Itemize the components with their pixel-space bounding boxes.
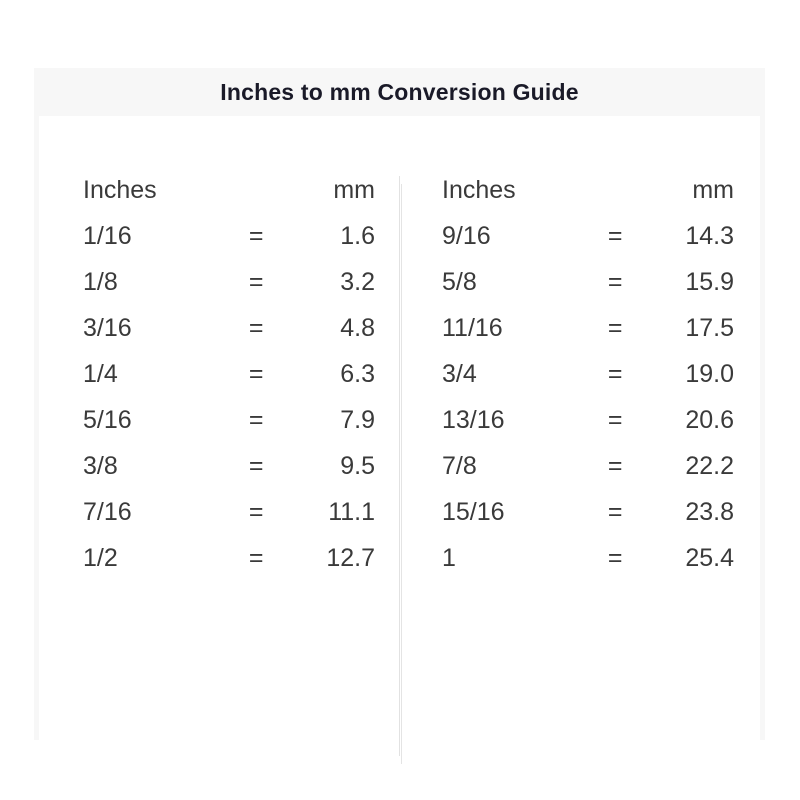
column-header-mm: mm bbox=[333, 176, 375, 204]
column-header-inches: Inches bbox=[442, 176, 516, 204]
cell-inches: 15/16 bbox=[442, 498, 505, 526]
cell-inches: 5/8 bbox=[442, 268, 477, 296]
cell-mm: 9.5 bbox=[340, 452, 375, 480]
cell-mm: 12.7 bbox=[326, 544, 375, 572]
cell-mm: 1.6 bbox=[340, 222, 375, 250]
cell-mm: 22.2 bbox=[685, 452, 734, 480]
table-row bbox=[83, 544, 375, 590]
column-header-inches: Inches bbox=[83, 176, 157, 204]
table-body-right bbox=[442, 222, 734, 590]
cell-inches: 11/16 bbox=[442, 314, 503, 342]
cell-inches: 13/16 bbox=[442, 406, 505, 434]
cell-equals: = bbox=[248, 452, 264, 480]
table-row bbox=[83, 314, 375, 360]
table-header-row bbox=[442, 176, 734, 222]
cell-equals: = bbox=[607, 406, 623, 434]
cell-mm: 14.3 bbox=[685, 222, 734, 250]
cell-equals: = bbox=[607, 268, 623, 296]
table-row bbox=[442, 360, 734, 406]
table-row bbox=[83, 222, 375, 268]
cell-equals: = bbox=[248, 360, 264, 388]
cell-mm: 11.1 bbox=[328, 498, 375, 526]
column-header-equals bbox=[593, 176, 637, 222]
cell-equals: = bbox=[248, 314, 264, 342]
table-row bbox=[83, 452, 375, 498]
table-row bbox=[442, 406, 734, 452]
conversion-column-right bbox=[399, 176, 759, 756]
cell-equals: = bbox=[607, 222, 623, 250]
column-header-equals bbox=[234, 176, 278, 222]
conversion-card bbox=[34, 68, 765, 740]
table-row bbox=[442, 268, 734, 314]
cell-mm: 20.6 bbox=[685, 406, 734, 434]
cell-inches: 1/16 bbox=[83, 222, 132, 250]
cell-inches: 1/2 bbox=[83, 544, 118, 572]
table-row bbox=[442, 452, 734, 498]
conversion-columns bbox=[39, 176, 760, 756]
table-header-row bbox=[83, 176, 375, 222]
conversion-table-left bbox=[83, 176, 375, 590]
cell-inches: 5/16 bbox=[83, 406, 132, 434]
table-row bbox=[442, 314, 734, 360]
card-body bbox=[39, 116, 760, 786]
cell-equals: = bbox=[607, 452, 623, 480]
cell-inches: 9/16 bbox=[442, 222, 491, 250]
table-row bbox=[442, 498, 734, 544]
table-body-left bbox=[83, 222, 375, 590]
cell-mm: 19.0 bbox=[685, 360, 734, 388]
cell-mm: 6.3 bbox=[340, 360, 375, 388]
cell-equals: = bbox=[607, 544, 623, 572]
cell-mm: 4.8 bbox=[340, 314, 375, 342]
cell-mm: 23.8 bbox=[685, 498, 734, 526]
table-row bbox=[83, 406, 375, 452]
column-header-mm: mm bbox=[692, 176, 734, 204]
cell-equals: = bbox=[248, 222, 264, 250]
title-bar bbox=[34, 68, 765, 116]
cell-mm: 3.2 bbox=[340, 268, 375, 296]
cell-inches: 3/16 bbox=[83, 314, 132, 342]
cell-inches: 1/4 bbox=[83, 360, 118, 388]
cell-equals: = bbox=[607, 314, 623, 342]
cell-equals: = bbox=[607, 498, 623, 526]
cell-equals: = bbox=[248, 406, 264, 434]
table-row bbox=[442, 222, 734, 268]
table-row bbox=[83, 268, 375, 314]
conversion-column-left bbox=[39, 176, 399, 756]
cell-equals: = bbox=[248, 498, 264, 526]
page-title: Inches to mm Conversion Guide bbox=[220, 78, 579, 105]
cell-equals: = bbox=[248, 544, 264, 572]
cell-inches: 3/8 bbox=[83, 452, 118, 480]
cell-inches: 1 bbox=[442, 544, 456, 572]
cell-inches: 1/8 bbox=[83, 268, 118, 296]
cell-mm: 25.4 bbox=[685, 544, 734, 572]
table-head-left bbox=[83, 176, 375, 222]
table-row bbox=[442, 544, 734, 590]
cell-inches: 3/4 bbox=[442, 360, 477, 388]
cell-mm: 15.9 bbox=[685, 268, 734, 296]
conversion-table-right bbox=[442, 176, 734, 590]
cell-inches: 7/8 bbox=[442, 452, 477, 480]
table-row bbox=[83, 498, 375, 544]
cell-mm: 7.9 bbox=[340, 406, 375, 434]
table-row bbox=[83, 360, 375, 406]
cell-equals: = bbox=[248, 268, 264, 296]
cell-mm: 17.5 bbox=[685, 314, 734, 342]
table-head-right bbox=[442, 176, 734, 222]
cell-equals: = bbox=[607, 360, 623, 388]
cell-inches: 7/16 bbox=[83, 498, 132, 526]
